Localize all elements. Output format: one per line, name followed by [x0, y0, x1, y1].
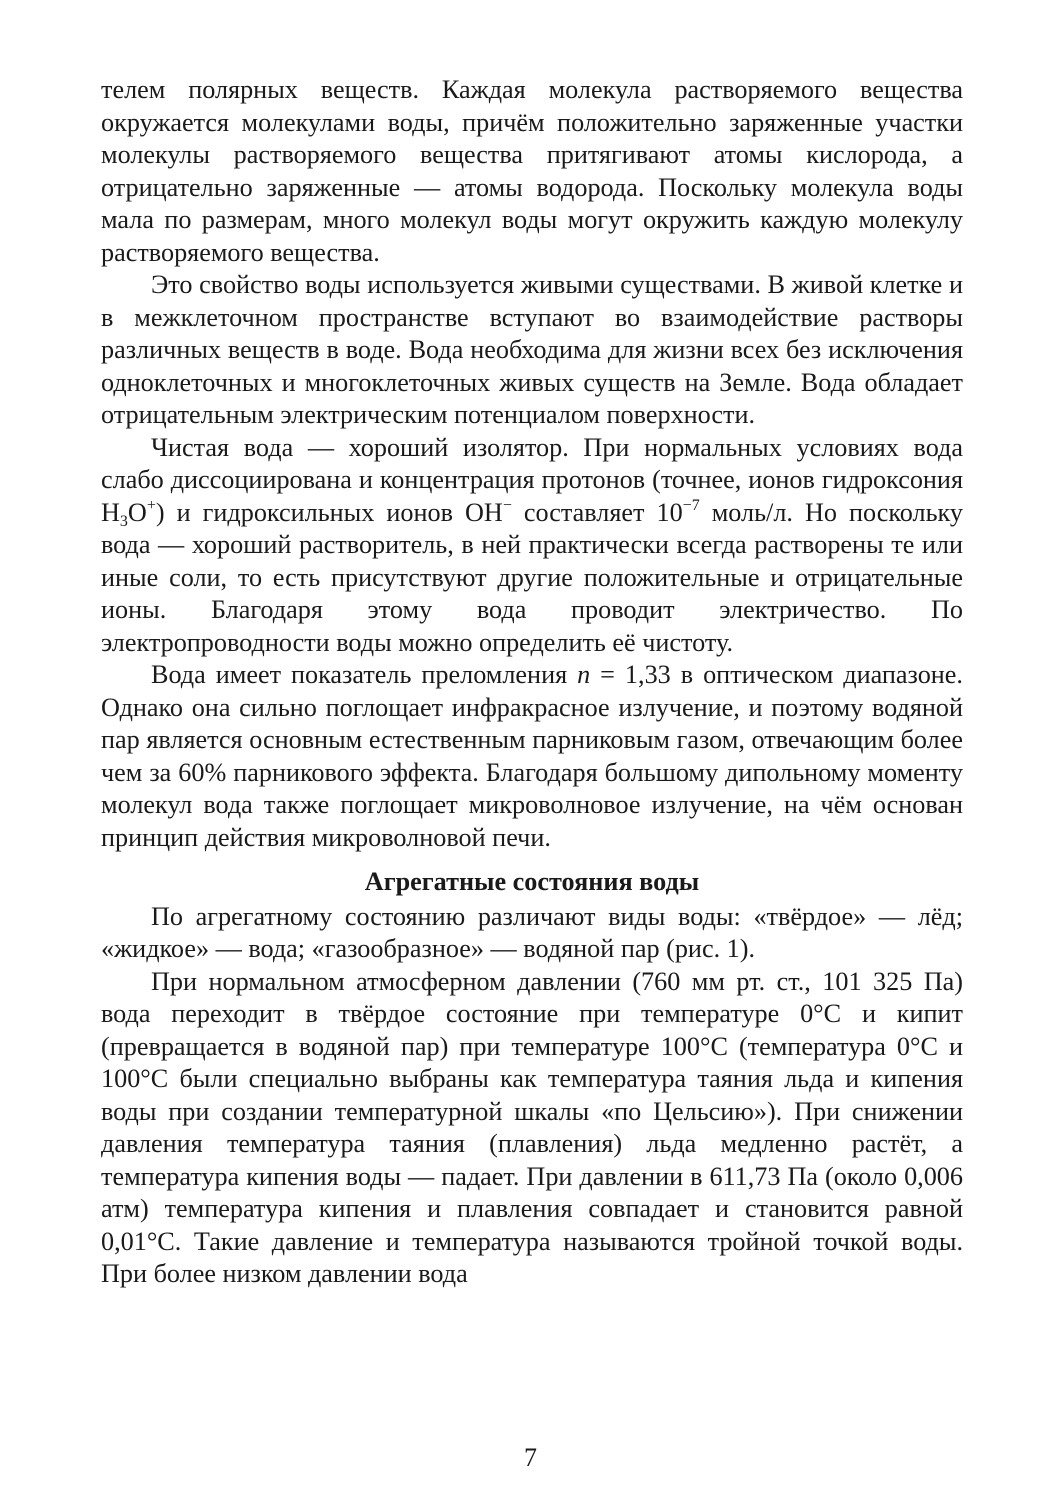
paragraph-3-part-d: составляет 10 [511, 497, 683, 527]
superscript-plus: + [146, 496, 156, 514]
refraction-variable: n [577, 660, 591, 689]
paragraph-3-part-a: Чистая вода — хороший изолятор. При нормальных условиях вода слабо диссоциирована и концентрация протонов (точнее, ионов гидроксония H [101, 432, 963, 527]
subscript-3: 3 [119, 512, 128, 530]
paragraph-3 [101, 432, 963, 660]
section-paragraph-2: При нормальном атмосферном давлении (760 мм рт. ст., 101 325 Па) вода переходит в твёрдое состояние при температуре 0°C и кипит (превращается в водяной пар) при температуре 100°C (температура 0°C и 100°C были специально выбраны как температура таяния льда и кипения воды при создании температурной шкалы «по Цельсию»). При снижении давления температура таяния (плавления) льда медленно растёт, а температура кипения воды — падает. При давлении в 611,73 Па (около 0,006 атм) температура кипения и плавления совпадает и становится равной 0,01°C. Такие давление и температура называются тройной точкой воды. При более низком давлении вода [101, 966, 963, 1288]
paragraph-4-part-a: Вода имеет показатель преломления [151, 660, 578, 689]
paragraph-1: телем полярных веществ. Каждая молекула растворяемого вещества окружается молекулами воды, причём положительно заряженные участки молекулы растворяемого вещества притягивают атомы кислорода, а отрицательно заряженные — атомы водорода. Поскольку молекула воды мала по размерам, много молекул воды могут окружить каждую молекулу растворяемого вещества. [101, 75, 963, 267]
page-body [101, 74, 963, 1291]
paragraph-3-part-c: ) и гидроксильных ионов OH [155, 497, 503, 527]
section-paragraph-1: По агрегатному состоянию различают виды воды: «твёрдое» — лёд; «жидкое» — вода; «газообразное» — водяной пар (рис. 1). [101, 901, 963, 963]
superscript-minus: − [502, 496, 512, 514]
section-heading: Агрегатные состояния воды [364, 867, 700, 896]
paragraph-2: Это свойство воды используется живыми существами. В живой клетке и в межклеточном пространстве вступают во взаимодействие растворы различных веществ в воде. Вода необходима для жизни всех без исключения одноклеточных и многоклеточных живых существ на Земле. Вода обладает отрицательным электрическим потенциалом поверхности. [101, 270, 963, 429]
page-number: 7 [524, 1443, 537, 1472]
paragraph-3-part-e: моль/л. Но поскольку вода — хороший растворитель, в ней практически всегда растворены те или иные соли, то есть присутствуют другие положительные и отрицательные ионы. Благодаря этому вода проводит электричество. По электропроводности воды можно определить её чистоту. [101, 497, 963, 657]
paragraph-4-part-b: = 1,33 в оптическом диапазоне. Однако она сильно поглощает инфракрасное излучение, и поэтому водяной пар является основным естественным парниковым газом, отвечающим более чем за 60% парникового эффекта. Благодаря большому дипольному моменту молекул вода также поглощает микроволновое излучение, на чём основан принцип действия микроволновой печи. [101, 660, 963, 852]
paragraph-4 [101, 659, 963, 854]
superscript-exponent: −7 [682, 496, 700, 514]
paragraph-3-part-b: O [127, 497, 147, 527]
